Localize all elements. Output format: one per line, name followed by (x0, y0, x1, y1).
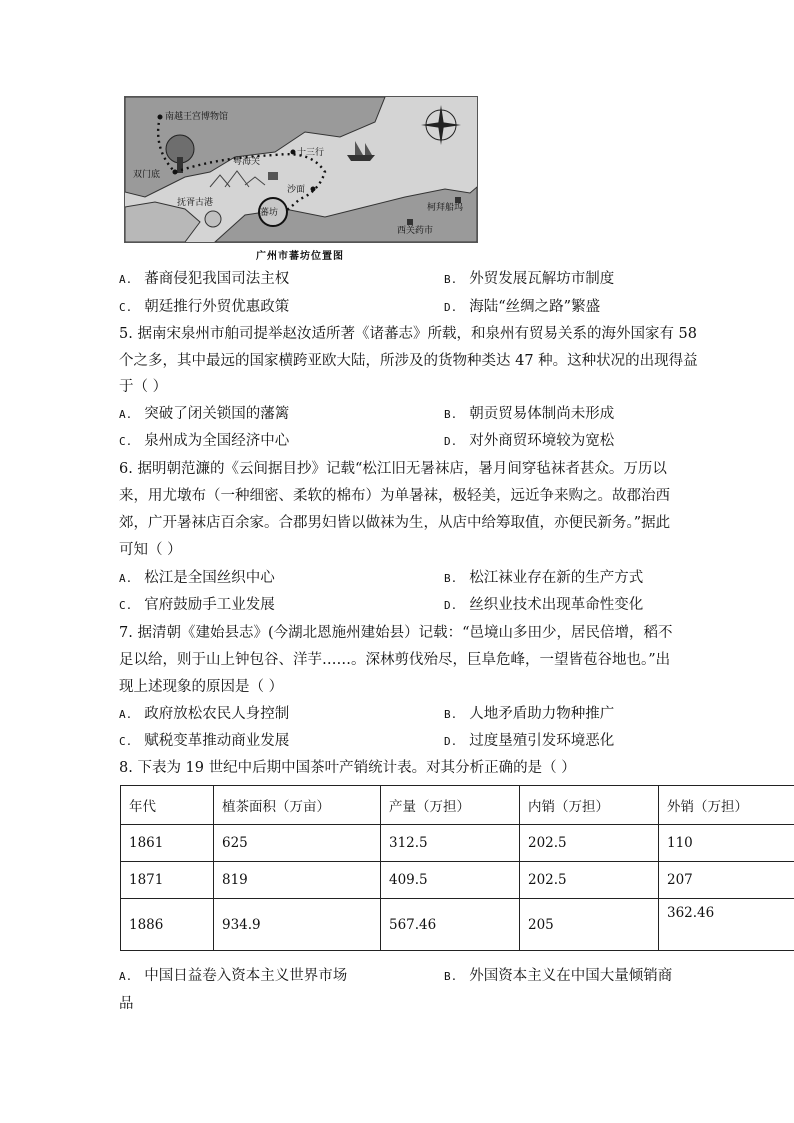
map-label-shamian: 沙面 (287, 185, 306, 195)
q5-option-d[interactable] (444, 432, 614, 451)
option-text: 海陆“丝绸之路”繁盛 (469, 299, 601, 315)
table-cell: 202.5 (520, 825, 659, 862)
table-cell: 362.46 (659, 899, 794, 951)
table-row (121, 899, 794, 951)
option-text: 丝织业技术出现革命性变化 (469, 597, 644, 613)
table-header-cell: 内销（万担） (520, 786, 659, 825)
option-key: B. (444, 970, 458, 983)
q7-option-b[interactable] (444, 705, 614, 724)
option-key: D. (444, 301, 458, 314)
option-text: 对外商贸环境较为宽松 (469, 433, 615, 449)
table-cell: 1886 (121, 899, 214, 951)
q5-stem-line-2: 个之多，其中最远的国家横跨亚欧大陆，所涉及的货物种类达 47 种。这种状况的出现得益 (119, 353, 698, 369)
map-label-fanfang: 蕃坊 (260, 208, 279, 218)
table-header-cell: 外销（万担） (659, 786, 794, 825)
option-text: 官府鼓励手工业发展 (144, 597, 275, 613)
option-key: A. (119, 970, 133, 983)
q7-option-c[interactable] (119, 732, 289, 751)
map-label-museum: 南越王宫博物馆 (165, 112, 229, 122)
q5-stem-line-1: 5. 据南宋泉州市舶司提举赵汝适所著《诸蕃志》所载，和泉州有贸易关系的海外国家有 58 (119, 326, 697, 342)
table-cell: 312.5 (381, 825, 520, 862)
option-text: 松江袜业存在新的生产方式 (469, 570, 644, 586)
table-header-cell: 年代 (121, 786, 214, 825)
option-text: 外国资本主义在中国大量倾销商 (469, 968, 673, 984)
option-key: D. (444, 435, 458, 448)
option-key: A. (119, 708, 133, 721)
option-text: 外贸发展瓦解坊市制度 (469, 271, 615, 287)
option-text: 过度垦殖引发环境恶化 (469, 733, 615, 749)
table-cell: 1871 (121, 862, 214, 899)
option-text: 人地矛盾助力物种推广 (469, 706, 615, 722)
option-key: C. (119, 301, 133, 314)
table-row (121, 862, 794, 899)
map-label-shuangmen: 双门底 (133, 170, 161, 180)
q6-option-a[interactable] (119, 569, 275, 588)
q7-stem-line-3: 现上述现象的原因是（ ） (119, 679, 284, 695)
table-cell: 567.46 (381, 899, 520, 951)
option-text: 赋税变革推动商业发展 (144, 733, 290, 749)
table-cell: 205 (520, 899, 659, 951)
q4-option-b[interactable] (444, 270, 614, 289)
table-cell: 819 (214, 862, 381, 899)
map-label-yuehaiguan: 粤海关 (233, 157, 261, 167)
q8-option-b[interactable] (444, 967, 672, 986)
table-row (121, 825, 794, 862)
q6-stem-line-4: 可知（ ） (119, 542, 182, 558)
map-illustration (125, 97, 477, 242)
map-caption: 广州市蕃坊位置图 (256, 251, 344, 262)
option-key: A. (119, 408, 133, 421)
q8-option-a[interactable] (119, 967, 347, 986)
q6-option-b[interactable] (444, 569, 643, 588)
table-cell: 409.5 (381, 862, 520, 899)
q6-stem-line-1: 6. 据明朝范濂的《云间据目抄》记载“松江旧无暑袜店，暑月间穿毡袜者甚众。万历以 (119, 461, 667, 477)
q6-stem-line-3: 郊，广开暑袜店百余家。合郡男妇皆以做袜为生，从店中给筹取值，亦便民新务。”据此 (119, 515, 671, 531)
q7-stem-line-1: 7. 据清朝《建始县志》(今湖北恩施州建始县）记载：“邑境山多田少，居民倍增，稻不 (119, 625, 673, 641)
option-key: C. (119, 735, 133, 748)
tea-statistics-table (120, 785, 794, 951)
table-cell: 110 (659, 825, 794, 862)
map-label-kebai: 柯拜船坞 (427, 203, 464, 213)
table-header-cell: 植茶面积（万亩） (214, 786, 381, 825)
table-cell: 625 (214, 825, 381, 862)
table-header-row (121, 786, 794, 825)
table-cell: 207 (659, 862, 794, 899)
option-text: 中国日益卷入资本主义世界市场 (144, 968, 348, 984)
guangzhou-fanfang-map (124, 96, 478, 243)
option-key: B. (444, 408, 458, 421)
q7-stem-line-2: 足以给，则于山上钟包谷、洋芋……。深林剪伐殆尽，巨阜危峰，一望皆苞谷地也。”出 (119, 652, 671, 668)
option-key: D. (444, 735, 458, 748)
option-key: C. (119, 435, 133, 448)
table-cell: 934.9 (214, 899, 381, 951)
q7-option-a[interactable] (119, 705, 289, 724)
option-text: 朝廷推行外贸优惠政策 (144, 299, 290, 315)
q8-option-b-wrap: 品 (119, 996, 134, 1012)
option-key: D. (444, 599, 458, 612)
option-text: 松江是全国丝织中心 (144, 570, 275, 586)
q4-option-d[interactable] (444, 298, 600, 317)
map-label-shisanhang: 十三行 (297, 148, 325, 158)
option-key: C. (119, 599, 133, 612)
option-key: A. (119, 273, 133, 286)
option-text: 政府放松农民人身控制 (144, 706, 290, 722)
map-label-xiguan: 西关药市 (397, 226, 434, 236)
q6-option-c[interactable] (119, 596, 275, 615)
table-cell: 202.5 (520, 862, 659, 899)
q6-option-d[interactable] (444, 596, 643, 615)
option-key: A. (119, 572, 133, 585)
q5-option-b[interactable] (444, 405, 614, 424)
map-label-huaisheng: 抚胥古港 (177, 198, 214, 208)
q6-stem-line-2: 来，用尤墩布（一种细密、柔软的棉布）为单暑袜，极轻美，远近争来购之。故郡治西 (119, 488, 670, 504)
option-key: B. (444, 708, 458, 721)
q4-option-a[interactable] (119, 270, 289, 289)
option-text: 突破了闭关锁国的藩篱 (144, 406, 290, 422)
option-key: B. (444, 273, 458, 286)
q4-option-c[interactable] (119, 298, 289, 317)
q7-option-d[interactable] (444, 732, 614, 751)
q5-option-c[interactable] (119, 432, 289, 451)
option-text: 泉州成为全国经济中心 (144, 433, 290, 449)
option-text: 蕃商侵犯我国司法主权 (144, 271, 290, 287)
q8-stem: 8. 下表为 19 世纪中后期中国茶叶产销统计表。对其分析正确的是（ ） (119, 760, 576, 776)
option-text: 朝贡贸易体制尚未形成 (469, 406, 615, 422)
table-cell: 1861 (121, 825, 214, 862)
table-header-cell: 产量（万担） (381, 786, 520, 825)
option-key: B. (444, 572, 458, 585)
q5-stem-line-3: 于（ ） (119, 379, 168, 395)
q5-option-a[interactable] (119, 405, 289, 424)
